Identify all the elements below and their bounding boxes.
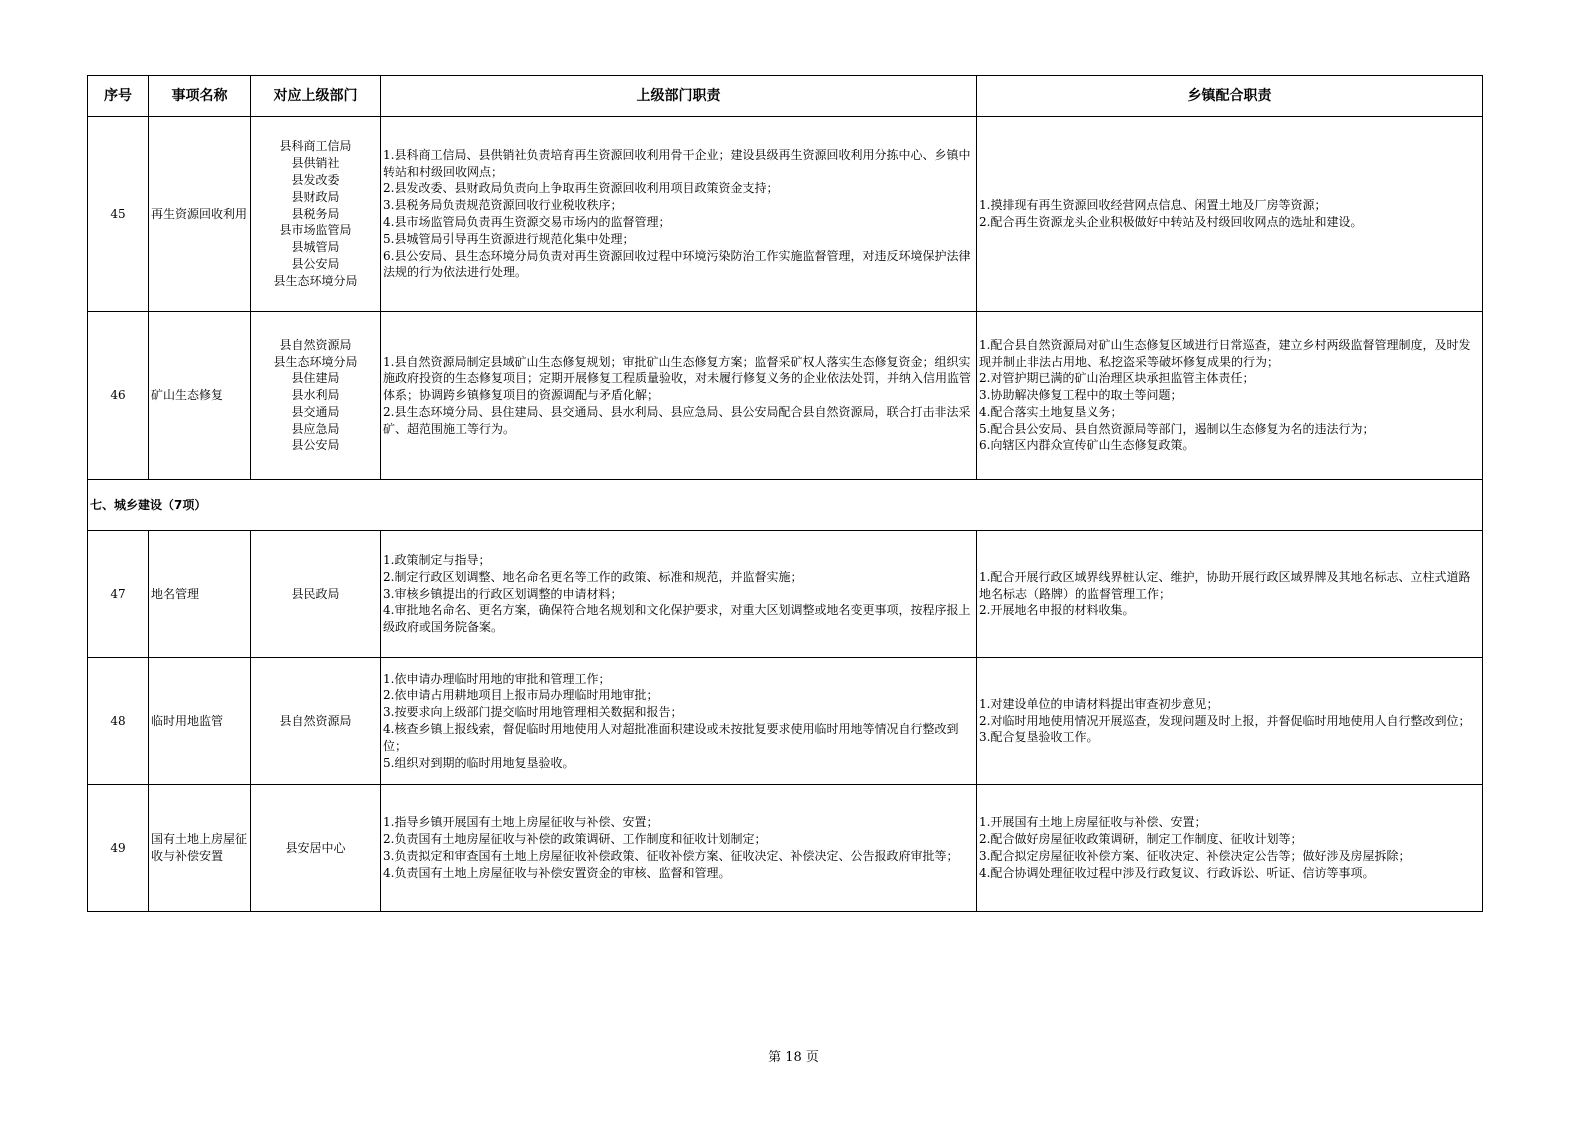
town-duties-cell bbox=[977, 117, 1483, 312]
department-name: 县城管局 bbox=[291, 240, 340, 255]
duty-item: 6.向辖区内群众宣传矿山生态修复政策。 bbox=[979, 438, 1195, 453]
town-duties-cell bbox=[977, 531, 1483, 658]
header-town-duties: 乡镇配合职责 bbox=[977, 76, 1483, 117]
section-title: 七、城乡建设（7项） bbox=[88, 480, 1483, 531]
department-name: 县民政局 bbox=[291, 586, 340, 601]
department-name: 县财政局 bbox=[291, 189, 340, 204]
page-number: 第 18 页 bbox=[768, 1050, 819, 1065]
duty-item: 4.负责国有土地上房屋征收与补偿安置资金的审核、监督和管理。 bbox=[383, 865, 731, 880]
department-name: 县公安局 bbox=[291, 256, 340, 271]
duty-item: 1.依申请办理临时用地的审批和管理工作； bbox=[383, 671, 611, 686]
item-name: 国有土地上房屋征收与补偿安置 bbox=[149, 785, 251, 912]
upper-duties-cell bbox=[381, 785, 977, 912]
town-duties-cell bbox=[977, 312, 1483, 480]
duty-item: 2.依申请占用耕地项目上报市局办理临时用地审批； bbox=[383, 688, 659, 703]
duty-item: 1.县科商工信局、县供销社负责培育再生资源回收利用骨干企业；建设县级再生资源回收利用分拣中心、乡镇中转站和村级回收网点； bbox=[383, 147, 971, 179]
department-cell bbox=[251, 531, 381, 658]
item-name: 临时用地监管 bbox=[149, 658, 251, 785]
duty-item: 4.审批地名命名、更名方案，确保符合地名规划和文化保护要求，对重大区划调整或地名变更事项，按程序报上级政府或国务院备案。 bbox=[383, 603, 971, 635]
duty-item: 3.审核乡镇提出的行政区划调整的申请材料； bbox=[383, 586, 623, 601]
duty-item: 2.制定行政区划调整、地名命名更名等工作的政策、标准和规范，并监督实施； bbox=[383, 569, 803, 584]
item-name: 矿山生态修复 bbox=[149, 312, 251, 480]
duty-item: 1.政策制定与指导； bbox=[383, 553, 491, 567]
duty-item: 4.县市场监管局负责再生资源交易市场内的监督管理； bbox=[383, 215, 671, 229]
duty-item: 3.配合拟定房屋征收补偿方案、征收决定、补偿决定公告等；做好涉及房屋拆除； bbox=[979, 849, 1411, 863]
header-item-name: 事项名称 bbox=[149, 76, 251, 117]
department-name: 县应急局 bbox=[291, 421, 340, 436]
table-row bbox=[88, 658, 1483, 785]
header-no: 序号 bbox=[88, 76, 149, 117]
duty-item: 1.配合县自然资源局对矿山生态修复区域进行日常巡查，建立乡村两级监督管理制度，及时发现并制止非法占用地、私挖盗采等破坏修复成果的行为； bbox=[979, 337, 1471, 369]
duty-item: 4.配合协调处理征收过程中涉及行政复议、行政诉讼、听证、信访等事项。 bbox=[979, 865, 1375, 880]
duty-item: 2.配合做好房屋征收政策调研，制定工作制度、征收计划等； bbox=[979, 832, 1303, 847]
duty-item: 3.配合复垦验收工作。 bbox=[979, 730, 1099, 745]
department-name: 县发改委 bbox=[291, 173, 340, 187]
upper-duties-cell bbox=[381, 117, 977, 312]
row-number: 49 bbox=[88, 785, 149, 912]
header-upper-duties: 上级部门职责 bbox=[381, 76, 977, 117]
table-row bbox=[88, 117, 1483, 312]
duty-item: 3.负责拟定和审查国有土地上房屋征收补偿政策、征收补偿方案、征收决定、补偿决定、公告报政府审批等； bbox=[383, 849, 959, 863]
row-number: 46 bbox=[88, 312, 149, 480]
duty-item: 1.县自然资源局制定县域矿山生态修复规划；审批矿山生态修复方案；监督采矿权人落实生态修复资金；组织实施政府投资的生态修复项目；定期开展修复工程质量验收，对未履行修复义务的企业依法处罚，并纳入信用监管体系；协调跨乡镇修复项目的资源调配与矛盾化解； bbox=[383, 354, 972, 403]
department-name: 县生态环境分局 bbox=[273, 273, 358, 288]
duty-item: 1.指导乡镇开展国有土地上房屋征收与补偿、安置； bbox=[383, 815, 659, 830]
department-cell bbox=[251, 658, 381, 785]
table-row bbox=[88, 785, 1483, 912]
duty-item: 3.协助解决修复工程中的取土等问题； bbox=[979, 388, 1183, 403]
item-name: 再生资源回收利用 bbox=[149, 117, 251, 312]
duty-item: 2.开展地名申报的材料收集。 bbox=[979, 603, 1135, 618]
duty-item: 4.配合落实土地复垦义务； bbox=[979, 404, 1123, 419]
department-name: 县安居中心 bbox=[285, 840, 346, 855]
header-row bbox=[88, 76, 1483, 117]
department-name: 县水利局 bbox=[291, 388, 340, 403]
section-row bbox=[88, 480, 1483, 531]
department-name: 县公安局 bbox=[291, 438, 340, 453]
row-number: 48 bbox=[88, 658, 149, 785]
department-cell bbox=[251, 312, 381, 480]
header-department: 对应上级部门 bbox=[251, 76, 381, 117]
row-number: 47 bbox=[88, 531, 149, 658]
duty-item: 5.组织对到期的临时用地复垦验收。 bbox=[383, 755, 575, 770]
duty-item: 3.县税务局负责规范资源回收行业税收秩序； bbox=[383, 198, 623, 213]
upper-duties-cell bbox=[381, 531, 977, 658]
item-name: 地名管理 bbox=[149, 531, 251, 658]
department-name: 县供销社 bbox=[291, 156, 340, 171]
duty-item: 1.摸排现有再生资源回收经营网点信息、闲置土地及厂房等资源； bbox=[979, 198, 1327, 213]
duty-item: 5.配合县公安局、县自然资源局等部门，遏制以生态修复为名的违法行为； bbox=[979, 421, 1375, 436]
duty-item: 2.配合再生资源龙头企业积极做好中转站及村级回收网点的选址和建设。 bbox=[979, 215, 1363, 229]
department-name: 县自然资源局 bbox=[279, 337, 352, 352]
duty-item: 5.县城管局引导再生资源进行规范化集中处理； bbox=[383, 231, 635, 246]
department-name: 县交通局 bbox=[291, 404, 340, 419]
duty-item: 4.核查乡镇上报线索，督促临时用地使用人对超批准面积建设或未按批复要求使用临时用地等情况自行整改到位； bbox=[383, 722, 959, 753]
duty-item: 1.开展国有土地上房屋征收与补偿、安置； bbox=[979, 815, 1207, 830]
department-name: 县生态环境分局 bbox=[273, 354, 358, 369]
duty-item: 1.配合开展行政区域界线界桩认定、维护，协助开展行政区域界牌及其地名标志、立柱式道路地名标志（路牌）的监督管理工作； bbox=[979, 569, 1471, 601]
duty-item: 1.对建设单位的申请材料提出审查初步意见； bbox=[979, 696, 1219, 711]
town-duties-cell bbox=[977, 785, 1483, 912]
duty-item: 2.对管护期已满的矿山治理区块承担监管主体责任； bbox=[979, 371, 1255, 386]
department-name: 县科商工信局 bbox=[279, 139, 352, 154]
table-row bbox=[88, 531, 1483, 658]
department-cell bbox=[251, 785, 381, 912]
duty-item: 2.负责国有土地房屋征收与补偿的政策调研、工作制度和征收计划制定； bbox=[383, 832, 767, 847]
duty-item: 6.县公安局、县生态环境分局负责对再生资源回收过程中环境污染防治工作实施监督管理，对违反环境保护法律法规的行为依法进行处理。 bbox=[383, 248, 971, 280]
row-number: 45 bbox=[88, 117, 149, 312]
duty-item: 2.对临时用地使用情况开展巡查，发现问题及时上报，并督促临时用地使用人自行整改到位； bbox=[979, 713, 1471, 728]
table-row bbox=[88, 312, 1483, 480]
department-name: 县税务局 bbox=[291, 206, 340, 221]
department-name: 县市场监管局 bbox=[279, 223, 352, 238]
upper-duties-cell bbox=[381, 312, 977, 480]
town-duties-cell bbox=[977, 658, 1483, 785]
department-cell bbox=[251, 117, 381, 312]
duty-item: 2.县发改委、县财政局负责向上争取再生资源回收利用项目政策资金支持； bbox=[383, 181, 779, 196]
duty-item: 3.按要求向上级部门提交临时用地管理相关数据和报告； bbox=[383, 705, 683, 720]
department-name: 县住建局 bbox=[291, 371, 340, 386]
duty-table bbox=[87, 75, 1483, 912]
duty-item: 2.县生态环境分局、县住建局、县交通局、县水利局、县应急局、县公安局配合县自然资源局，联合打击非法采矿、超范围施工等行为。 bbox=[383, 404, 971, 436]
upper-duties-cell bbox=[381, 658, 977, 785]
department-name: 县自然资源局 bbox=[279, 713, 352, 728]
